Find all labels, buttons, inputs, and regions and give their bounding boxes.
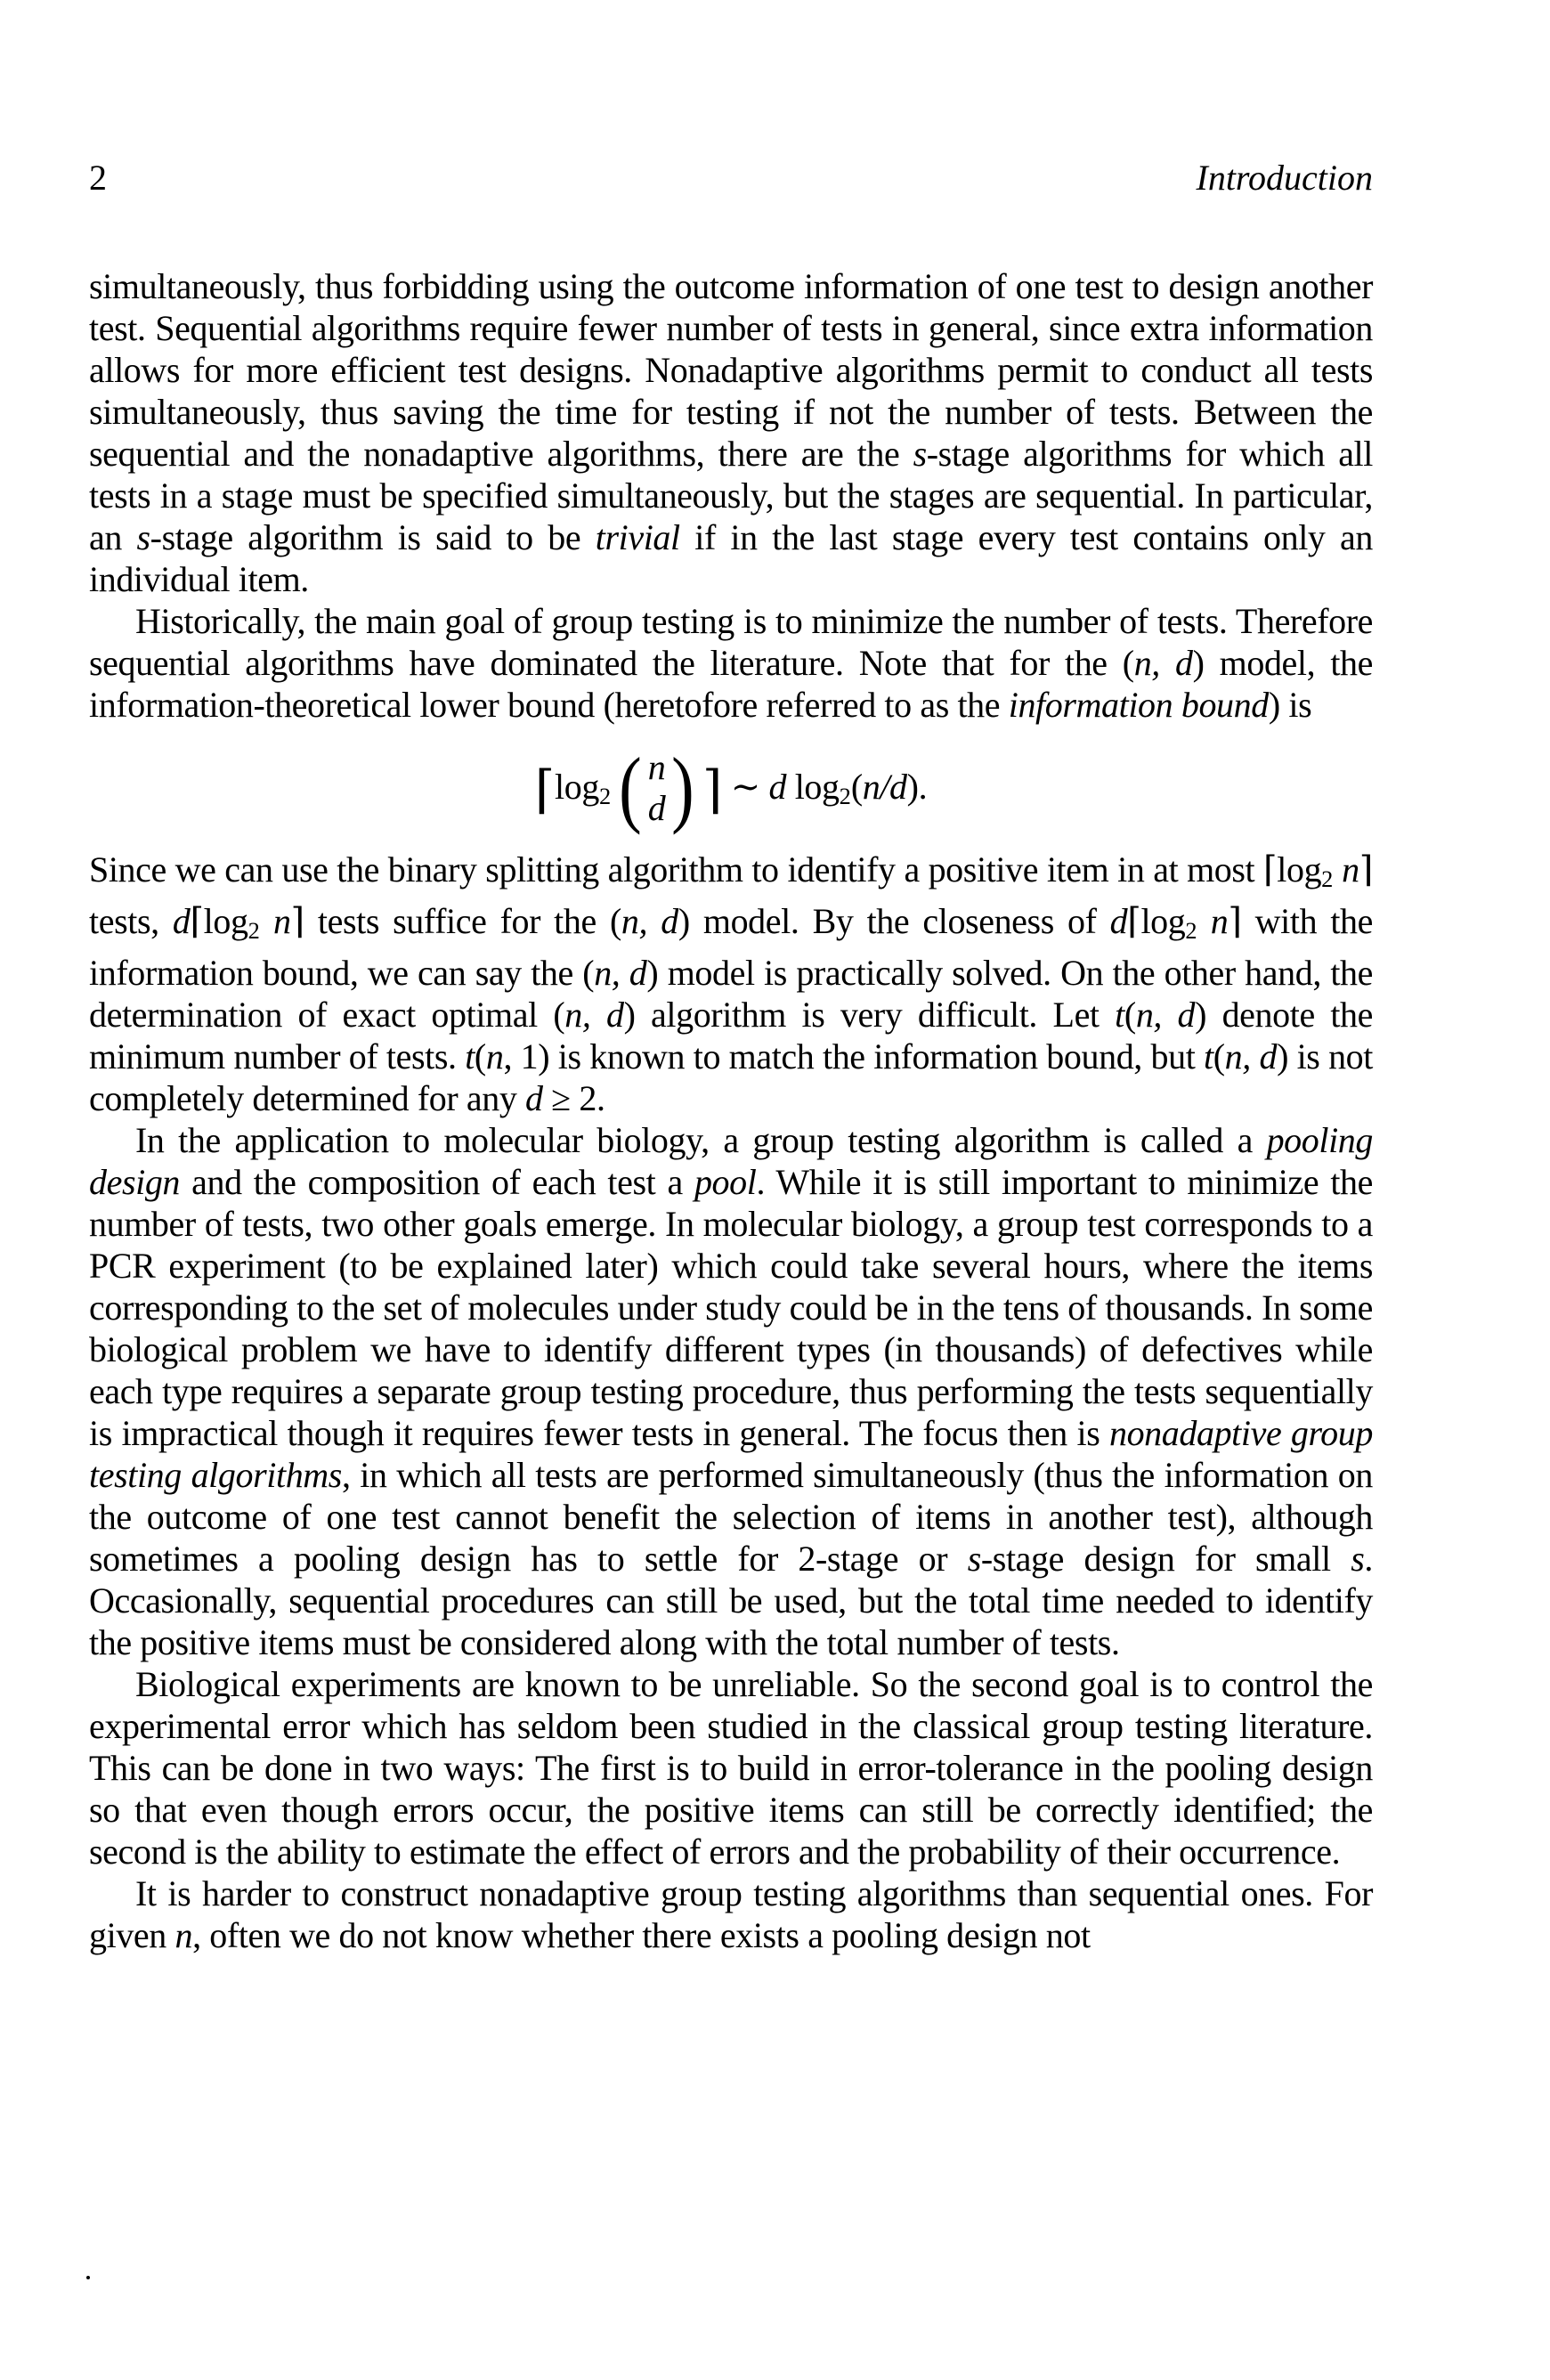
- binomial-top: n: [647, 747, 666, 787]
- binomial-coefficient: [616, 739, 697, 835]
- paragraph-4: In the application to molecular biology, a group testing algorithm is called a pooling design and the composition of each test a pool. While it is still important to minimize the number of tests, two other goals emerge. In molecular biology, a group test corresponds to a PCR experiment (to be explained later) which could take several hours, where the items corresponding to the set of molecules under study could be in the tens of thousands. In some biological problem we have to identify different types (in thousands) of defectives while each type requires a separate group testing procedure, thus performing the tests sequentially is impractical though it requires fewer tests in general. The focus then is nonadaptive group testing algorithms, in which all tests are performed simultaneously (thus the information on the outcome of one test cannot benefit the selection of items in another test), although sometimes a pooling design has to settle for 2-stage or s-stage design for small s. Occasionally, sequential procedures can still be used, but the total time needed to identify the positive items must be considered along with the total number of tests.: [89, 1119, 1373, 1662]
- body-text: [89, 265, 1373, 1956]
- page-header: [89, 160, 1373, 196]
- big-right-paren: ): [671, 739, 694, 835]
- paragraph-6: It is harder to construct nonadaptive group testing algorithms than sequential ones. For given n, often we do not know whether there exists a pooling design not: [89, 1872, 1373, 1955]
- scan-speck-artifact: [86, 2276, 90, 2279]
- paragraph-5: Biological experiments are known to be unreliable. So the second goal is to control the experimental error which has seldom been studied in the classical group testing literature. This can be done in two ways: The first is to build in error-tolerance in the pooling design so that even though errors occur, the positive items can still be correctly identified; the second is the ability to estimate the effect of errors and the probability of their occurrence.: [89, 1663, 1373, 1872]
- formula-lhs: ⌈log2: [534, 759, 612, 820]
- big-left-paren: (: [619, 739, 642, 835]
- paragraph-2: Historically, the main goal of group testing is to minimize the number of tests. Therefore sequential algorithms have dominated the literature. Note that for the (n, d) model, the information-theoretical lower bound (heretofore referred to as the information bound) is: [89, 601, 1373, 725]
- binomial-bottom: d: [647, 788, 666, 828]
- paragraph-3: Since we can use the binary splitting algorithm to identify a positive item in at most ⌈log2 n⌉ tests, d⌈log2 n⌉ tests suffice for the (n, d) model. By the closeness of d⌈log2 n⌉ with the information bound, we can say the (n, d) model is practically solved. On the other hand, the determination of exact optimal (n, d) algorithm is very difficult. Let t(n, d) denote the minimum number of tests. t(n, 1) is known to match the information bound, but t(n, d) is not completely determined for any d ≥ 2.: [89, 849, 1373, 1118]
- running-title: Introduction: [1196, 158, 1373, 198]
- page-number: 2: [89, 158, 107, 198]
- binomial-stack: [645, 747, 670, 829]
- paragraph-1: simultaneously, thus forbidding using the outcome information of one test to design another test. Sequential algorithms require fewer number of tests in general, since extra information allows for more efficient test designs. Nonadaptive algorithms permit to conduct all tests simultaneously, thus saving the time for testing if not the number of tests. Between the sequential and the nonadaptive algorithms, there are the s-stage algorithms for which all tests in a stage must be specified simultaneously, but the stages are sequential. In particular, an s-stage algorithm is said to be trivial if in the last stage every test contains only an individual item.: [89, 266, 1373, 599]
- display-formula-information-bound: [89, 739, 1373, 835]
- formula-rhs: ⌉ ∼ d log2(n/d).: [702, 759, 928, 820]
